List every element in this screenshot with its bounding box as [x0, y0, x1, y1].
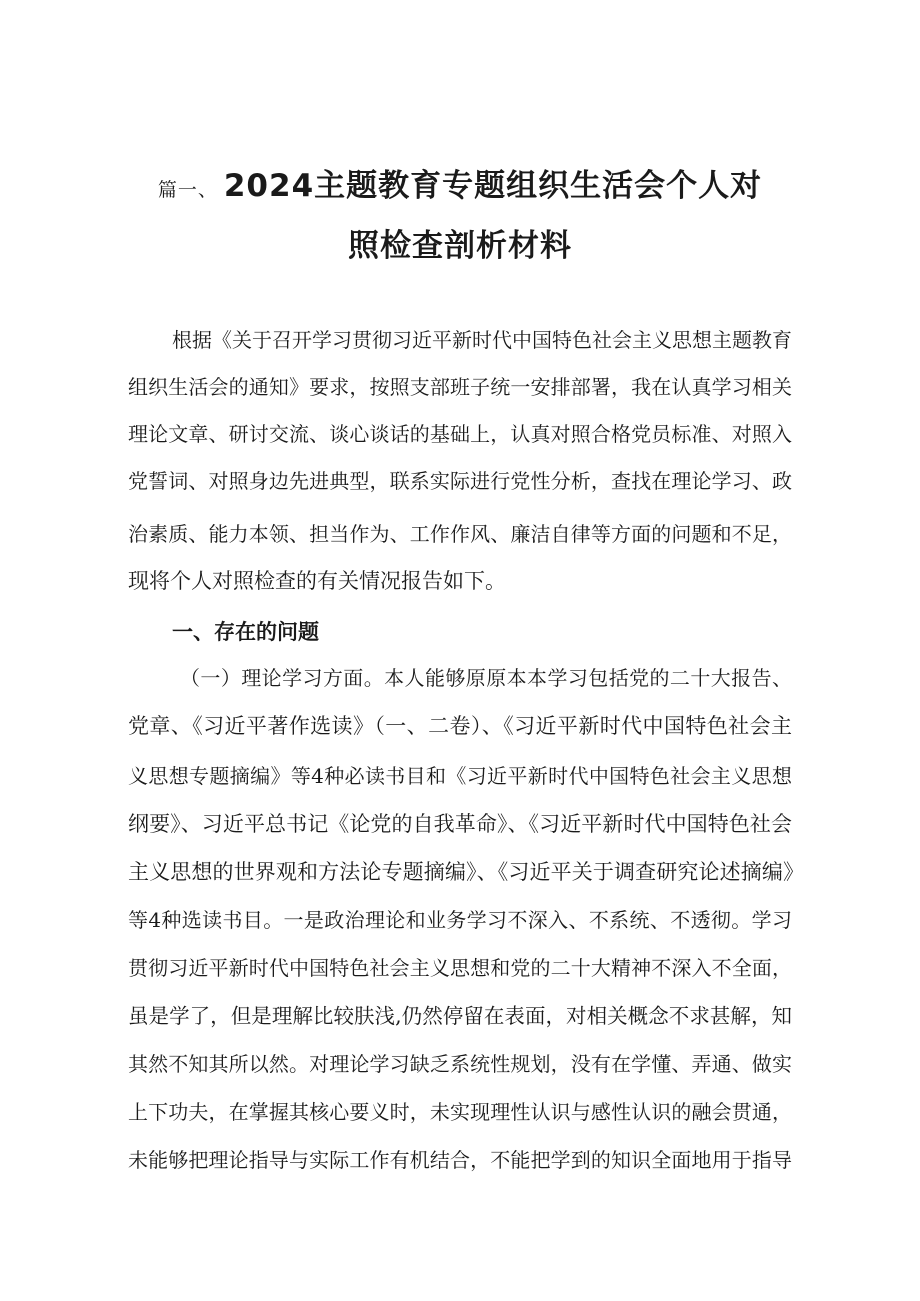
intro-line: 组织生活会的通知》要求，按照支部班子统一安排部署，我在认真学习相关 [128, 375, 792, 399]
body-line: 等4种选读书目。一是政治理论和业务学习不深入、不系统、不透彻。学习 [128, 908, 792, 932]
document-title-line-2: 照检查剖析材料 [348, 228, 572, 264]
intro-line: 理论文章、研讨交流、谈心谈话的基础上，认真对照合格党员标准、对照入 [128, 422, 792, 446]
intro-line: 现将个人对照检查的有关情况报告如下。 [128, 569, 506, 593]
body-line: 党章、《习近平著作选读》（一、二卷）、《习近平新时代中国特色社会主 [128, 714, 792, 738]
intro-line: 根据《关于召开学习贯彻习近平新时代中国特色社会主义思想主题教育 [172, 328, 792, 352]
body-line: 其然不知其所以然。对理论学习缺乏系统性规划，没有在学懂、弄通、做实 [128, 1052, 792, 1076]
title-prefix: 篇一、 [157, 179, 218, 201]
intro-line: 治素质、能力本领、担当作为、工作作风、廉洁自律等方面的问题和不足， [128, 522, 792, 546]
intro-line: 党誓词、对照身边先进典型，联系实际进行党性分析，查找在理论学习、政 [128, 469, 792, 493]
body-line: 主义思想的世界观和方法论专题摘编》、《习近平关于调查研究论述摘编》 [128, 860, 804, 884]
title-main: 2024主题教育专题组织生活会个人对 [223, 168, 763, 204]
body-line: （一）理论学习方面。本人能够原原本本学习包括党的二十大报告、 [180, 666, 792, 690]
body-line: 上下功夫，在掌握其核心要义时，未实现理性认识与感性认识的融会贯通， [128, 1100, 792, 1124]
body-line: 虽是学了，但是理解比较肤浅,仍然停留在表面，对相关概念不求甚解，知 [128, 1004, 792, 1028]
body-line: 未能够把理论指导与实际工作有机结合，不能把学到的知识全面地用于指导 [128, 1148, 792, 1172]
section-heading: 一、存在的问题 [172, 620, 319, 644]
document-title-line-1 [0, 164, 920, 212]
body-line: 纲要》、习近平总书记《论党的自我革命》、《习近平新时代中国特色社会 [128, 812, 792, 836]
body-line: 贯彻习近平新时代中国特色社会主义思想和党的二十大精神不深入不全面， [128, 956, 792, 980]
body-line: 义思想专题摘编》等4种必读书目和《习近平新时代中国特色社会主义思想 [128, 764, 792, 788]
